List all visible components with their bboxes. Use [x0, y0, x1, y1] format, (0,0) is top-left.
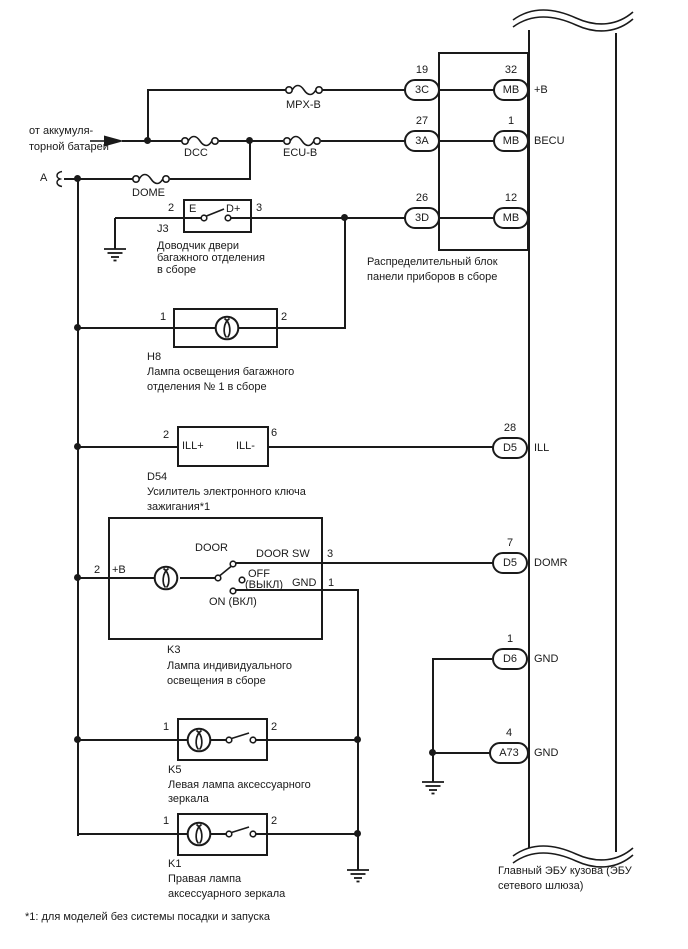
connector-oval: 3C [404, 79, 440, 101]
connector-d5-domr [492, 537, 528, 574]
pin-number: 12 [504, 192, 518, 204]
connector-oval: MB [493, 130, 529, 152]
wire [440, 140, 495, 142]
fuse-dome-label: DOME [132, 187, 165, 199]
k3-pin-left: 2 [94, 564, 101, 576]
wavy-break-top-icon [510, 3, 636, 35]
battery-source-label-line1: от аккумуля- [29, 125, 94, 137]
wire [432, 659, 434, 754]
wire [236, 562, 494, 564]
k3-pin-door: 3 [327, 548, 334, 560]
k5-pin-left: 1 [163, 721, 170, 733]
wire [122, 140, 182, 142]
k3-code: K3 [167, 644, 181, 656]
h8-pin-left: 1 [160, 311, 167, 323]
k5-code: K5 [168, 764, 182, 776]
signal-label-domr: DOMR [534, 557, 568, 569]
signal-label-gnd-a73: GND [534, 747, 559, 759]
junction-dot [74, 324, 81, 331]
d54-pin-left: 2 [163, 429, 170, 441]
pin-number: 32 [504, 64, 518, 76]
ground-icon [346, 868, 370, 884]
connector-mb-12 [493, 192, 529, 229]
fuse-mpx-b-label: MPX-B [286, 99, 321, 111]
connector-oval: 3A [404, 130, 440, 152]
three-position-switch-icon [212, 558, 248, 598]
wire [115, 217, 183, 219]
wire [432, 752, 490, 754]
k3-pin-gnd: 1 [328, 577, 335, 589]
h8-pin-right: 2 [281, 311, 288, 323]
connector-oval: MB [493, 207, 529, 229]
lamp-icon [185, 726, 213, 754]
connector-oval: A73 [489, 742, 529, 764]
j3-desc-line1: Доводчик двери [157, 240, 239, 252]
j3-terminal-e: E [189, 203, 197, 215]
ground-icon [421, 780, 445, 796]
wire [268, 446, 494, 448]
connector-oval: D6 [492, 648, 528, 670]
connector-oval: D5 [492, 552, 528, 574]
wire [252, 217, 406, 219]
signal-label-ill: ILL [534, 442, 550, 454]
ecu-label-line2: сетевого шлюза) [498, 880, 584, 892]
wire [268, 833, 359, 835]
k5-pin-right: 2 [271, 721, 278, 733]
k3-door-label: DOOR [195, 542, 228, 554]
connector-a73-gnd [489, 727, 529, 764]
k3-off-ru-label: (ВЫКЛ) [245, 579, 284, 591]
junction-dot [74, 175, 81, 182]
k3-desc-line2: освещения в сборе [167, 675, 266, 687]
switch-icon [223, 731, 259, 749]
wire [147, 89, 286, 91]
junction-dot [246, 137, 253, 144]
junction-dot [74, 574, 81, 581]
k1-pin-right: 2 [271, 815, 278, 827]
wire [238, 327, 278, 329]
wire [147, 89, 149, 142]
pin-number: 19 [415, 64, 429, 76]
d54-terminal-illminus: ILL- [236, 440, 255, 452]
junction-dot [341, 214, 348, 221]
junction-dot [74, 443, 81, 450]
ecu-label-line1: Главный ЭБУ кузова (ЭБУ [498, 865, 632, 877]
connector-d6-gnd [492, 633, 528, 670]
connector-3a [404, 115, 440, 152]
ecu-right-edge [615, 33, 617, 852]
signal-label-gnd-d6: GND [534, 653, 559, 665]
k1-pin-left: 1 [163, 815, 170, 827]
h8-code: H8 [147, 351, 162, 363]
junction-block-label-line1: Распределительный блок [367, 256, 498, 268]
wire [77, 327, 173, 329]
k3-terminal-b: +B [112, 564, 126, 576]
wire [357, 590, 359, 870]
junction-dot [354, 830, 361, 837]
pin-number: 27 [415, 115, 429, 127]
wire [432, 658, 492, 660]
j3-desc-line2: багажного отделения [157, 252, 265, 264]
fuse-dcc-label: DCC [184, 147, 208, 159]
j3-code: J3 [157, 223, 169, 235]
k3-gnd-label: GND [292, 577, 317, 589]
k3-desc-line1: Лампа индивидуального [167, 660, 292, 672]
d54-pin-right: 6 [271, 427, 278, 439]
lamp-icon [152, 564, 180, 592]
d54-desc-line1: Усилитель электронного ключа [147, 486, 306, 498]
connector-oval: D5 [492, 437, 528, 459]
wire [114, 218, 116, 249]
k3-off-label: OFF [248, 568, 270, 580]
wire [77, 446, 177, 448]
pin-number: 28 [503, 422, 517, 434]
lamp-icon [213, 314, 241, 342]
k1-code: K1 [168, 858, 182, 870]
wire [268, 739, 359, 741]
junction-dot [74, 736, 81, 743]
j3-pin-left: 2 [168, 202, 175, 214]
fuse-mpx-b-icon [285, 82, 323, 98]
d54-desc-line2: зажигания*1 [147, 501, 211, 513]
connector-d5-ill [492, 422, 528, 459]
junction-dot [144, 137, 151, 144]
k3-on-label: ON (ВКЛ) [209, 596, 257, 608]
pin-number: 4 [505, 727, 513, 739]
wire [77, 577, 108, 579]
connector-mb-32 [493, 64, 529, 101]
switch-icon [223, 825, 259, 843]
h8-desc-line2: отделения № 1 в сборе [147, 381, 267, 393]
h8-desc-line1: Лампа освещения багажного [147, 366, 295, 378]
junction-dot [354, 736, 361, 743]
signal-label-becu: BECU [534, 135, 565, 147]
wire [432, 754, 434, 782]
battery-source-label-line2: торной батареи [29, 141, 109, 153]
k3-door-sw-label: DOOR SW [256, 548, 310, 560]
wire [180, 577, 216, 579]
junction-dot [429, 749, 436, 756]
j3-terminal-dplus: D+ [226, 203, 241, 215]
pin-number: 1 [506, 633, 514, 645]
wire [108, 577, 154, 579]
lamp-icon [185, 820, 213, 848]
ground-icon [103, 247, 127, 263]
connector-mb-1 [493, 115, 529, 152]
signal-label-plus-b: +B [534, 84, 548, 96]
wire [440, 217, 495, 219]
wire [321, 140, 406, 142]
connector-3d [404, 192, 440, 229]
wire [77, 739, 177, 741]
k1-desc-line2: аксессуарного зеркала [168, 888, 286, 900]
wire [440, 89, 495, 91]
wire [249, 141, 251, 180]
connector-oval: MB [493, 79, 529, 101]
j3-pin-right: 3 [256, 202, 263, 214]
k5-desc-line1: Левая лампа аксессуарного [168, 779, 311, 791]
k5-desc-line2: зеркала [168, 793, 209, 805]
k1-desc-line1: Правая лампа [168, 873, 242, 885]
wire [344, 217, 346, 329]
footnote: *1: для моделей без системы посадки и запуска [25, 911, 271, 923]
pin-number: 26 [415, 192, 429, 204]
connector-oval: 3D [404, 207, 440, 229]
connector-3c [404, 64, 440, 101]
d54-terminal-illplus: ILL+ [182, 440, 204, 452]
fuse-ecu-b-label: ECU-B [283, 147, 318, 159]
wire [173, 327, 216, 329]
branch-a-label: A [40, 172, 48, 184]
wire [170, 178, 251, 180]
pin-number: 1 [507, 115, 515, 127]
junction-block-label-line2: панели приборов в сборе [367, 271, 498, 283]
fuse-dome-icon [132, 171, 170, 187]
wire [322, 89, 406, 91]
j3-desc-line3: в сборе [157, 264, 197, 276]
wire [278, 327, 346, 329]
pin-number: 7 [506, 537, 514, 549]
wire [231, 217, 252, 219]
wire [77, 833, 177, 835]
d54-code: D54 [147, 471, 168, 483]
